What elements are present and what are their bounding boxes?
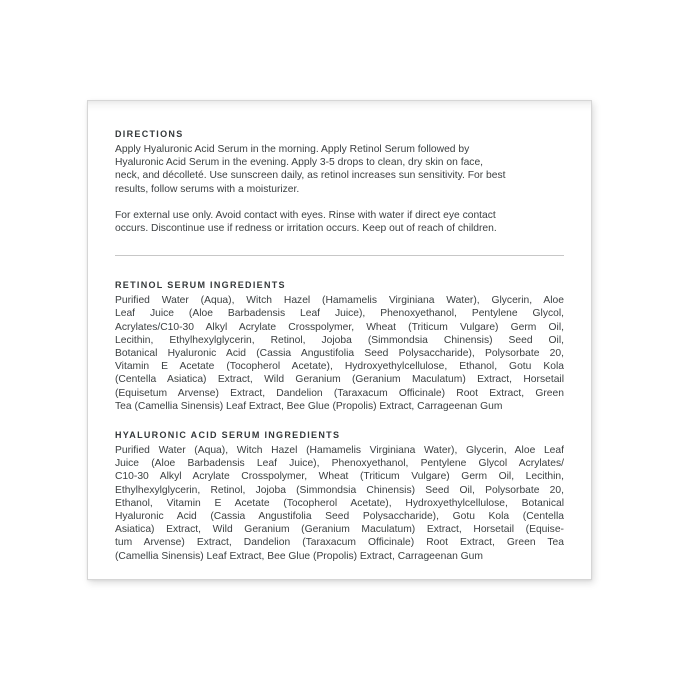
hyaluronic-ingredients-heading: HYALURONIC ACID SERUM INGREDIENTS xyxy=(115,430,341,441)
retinol-ingredients-heading: RETINOL SERUM INGREDIENTS xyxy=(115,280,286,291)
text-line: occurs. Discontinue use if redness or irritation occurs. Keep out of reach of children. xyxy=(115,223,497,235)
text-line: Lecithin, Ethylhexylglycerin, Retinol, Jojoba (Simmondsia Chinensis) Seed Oil, xyxy=(115,334,564,346)
directions-warning-paragraph xyxy=(115,209,564,235)
hyaluronic-ingredients-paragraph xyxy=(115,444,564,563)
text-line: (Camellia Sinensis) Leaf Extract, Bee Glue (Propolis) Extract, Carrageenan Gum xyxy=(115,550,483,562)
text-line: Hyaluronic Acid Serum in the evening. Apply 3-5 drops to clean, dry skin on face, xyxy=(115,157,484,169)
text-line: (Equisetum Arvense) Extract, Dandelion (Taraxacum Officinale) Root Extract, Green xyxy=(115,387,564,399)
text-line: Botanical Hyaluronic Acid (Cassia Angustifolia Seed Polysaccharide), Polysorbate 20, xyxy=(115,348,564,360)
text-line: results, follow serums with a moisturizer. xyxy=(115,183,300,195)
section-hyaluronic-ingredients xyxy=(115,429,564,563)
text-line: Tea (Camellia Sinensis) Leaf Extract, Bee Glue (Propolis) Extract, Carrageenan Gum xyxy=(115,400,503,412)
text-line: neck, and décolleté. Use sunscreen daily, as retinol increases sun sensitivity. For best xyxy=(115,170,506,182)
text-line: Vitamin E Acetate (Tocopherol Acetate), Hydroxyethylcellulose, Ethanol, Gotu Kola xyxy=(115,361,564,373)
text-line: Ethylhexylglycerin, Retinol, Jojoba (Simmondsia Chinensis) Seed Oil, Polysorbate 20, xyxy=(115,484,564,496)
text-line: For external use only. Avoid contact with eyes. Rinse with water if direct eye contact xyxy=(115,209,496,221)
directions-usage-paragraph xyxy=(115,143,564,196)
directions-heading: DIRECTIONS xyxy=(115,129,184,139)
section-retinol-ingredients xyxy=(115,279,564,413)
text-line: C10-30 Alkyl Acrylate Crosspolymer, Wheat (Triticum Vulgare) Germ Oil, Lecithin, xyxy=(115,471,564,483)
text-line: Asiatica) Extract, Wild Geranium (Geranium Maculatum) Extract, Horsetail (Equise- xyxy=(115,524,564,536)
text-line: Leaf Juice (Aloe Barbadensis Leaf Juice), Phenoxyethanol, Pentylene Glycol, xyxy=(115,308,564,320)
text-line: Purified Water (Aqua), Witch Hazel (Hamamelis Virginiana Water), Glycerin, Aloe Leaf xyxy=(115,445,564,457)
text-line: (Centella Asiatica) Extract, Wild Geranium (Geranium Maculatum) Extract, Horsetail xyxy=(115,374,564,386)
section-divider xyxy=(115,255,564,256)
product-label-card xyxy=(87,100,592,580)
text-line: Acrylates/C10-30 Alkyl Acrylate Crosspolymer, Wheat (Triticum Vulgare) Germ Oil, xyxy=(115,321,564,333)
retinol-ingredients-paragraph xyxy=(115,294,564,413)
text-line: Purified Water (Aqua), Witch Hazel (Hamamelis Virginiana Water), Glycerin, Aloe xyxy=(115,295,564,307)
text-line: tum Arvense) Extract, Dandelion (Taraxacum Officinale) Root Extract, Green Tea xyxy=(115,537,564,549)
text-line: Apply Hyaluronic Acid Serum in the morning. Apply Retinol Serum followed by xyxy=(115,144,470,155)
text-line: Ethanol, Vitamin E Acetate (Tocopherol Acetate), Hydroxyethylcellulose, Botanical xyxy=(115,497,564,509)
text-line: Juice (Aloe Barbadensis Leaf Juice), Phenoxyethanol, Pentylene Glycol Acrylates/ xyxy=(115,458,564,470)
text-line: Hyaluronic Acid (Cassia Angustifolia Seed Polysaccharide), Gotu Kola (Centella xyxy=(115,511,564,523)
section-directions xyxy=(115,128,564,235)
